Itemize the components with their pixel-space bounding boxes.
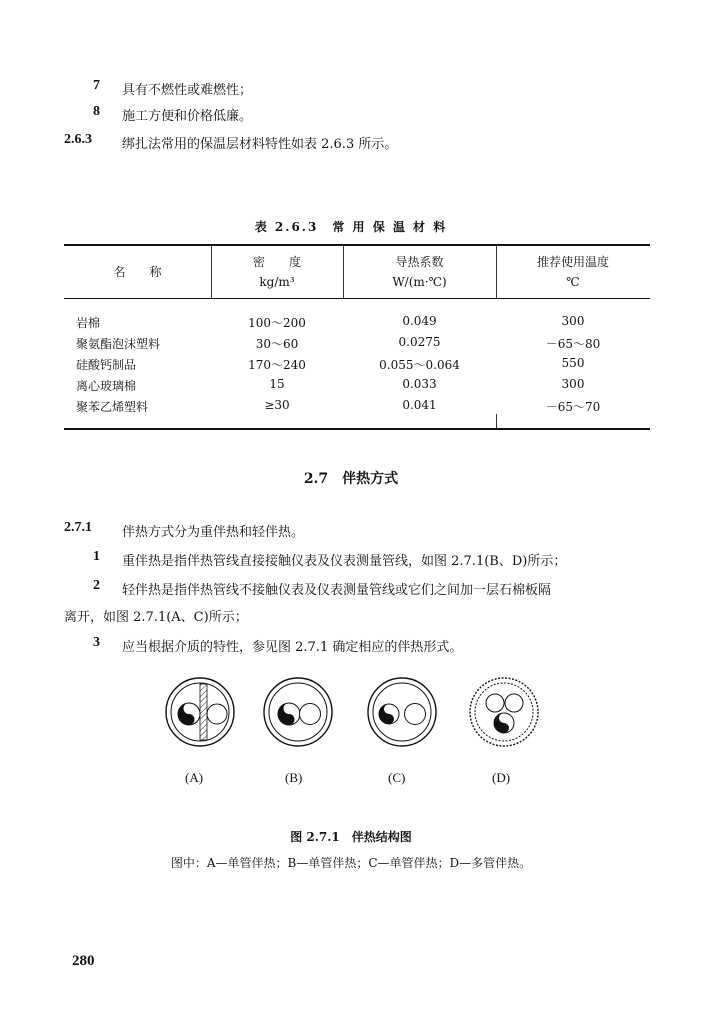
clause-2-7-1-number: 2.7.1 <box>64 520 92 535</box>
row-temperature: 300 <box>561 377 585 391</box>
tracing-diagram-a <box>164 676 236 748</box>
item-7-text: 具有不燃性或难燃性； <box>122 83 253 98</box>
row-temperature: 550 <box>561 356 585 370</box>
row-conductivity: 0.033 <box>402 377 437 391</box>
row-density: 15 <box>269 377 285 391</box>
row-name: 聚苯乙烯塑料 <box>76 400 149 414</box>
table-bottom-rule <box>64 428 650 430</box>
table-header-rule <box>64 298 650 299</box>
tracing-diagram-c <box>366 676 438 748</box>
clause-2-6-3-number: 2.6.3 <box>64 132 92 147</box>
figure-legend: 图中：A—单管伴热；B—单管伴热；C—单管伴热；D—多管伴热。 <box>170 856 532 870</box>
item-2-text-continued: 离开，如图 2.7.1(A、C)所示； <box>64 610 248 625</box>
item-8-number: 8 <box>93 104 100 119</box>
table-divider <box>496 414 497 428</box>
clause-2-7-1-text: 伴热方式分为重伴热和轻伴热。 <box>122 525 305 540</box>
row-temperature: －65～70 <box>545 400 601 414</box>
row-name: 聚氨酯泡沫塑料 <box>76 337 161 351</box>
item-3-number: 3 <box>93 635 100 650</box>
item-2-text: 轻伴热是指伴热管线不接触仪表及仪表测量管线或它们之间加一层石棉板隔 <box>122 583 552 598</box>
header-conductivity: 导热系数 <box>395 255 444 269</box>
row-conductivity: 0.055～0.064 <box>379 358 460 372</box>
clause-2-6-3-text: 绑扎法常用的保温层材料特性如表 2.6.3 所示。 <box>122 137 398 152</box>
header-density-unit: kg/m³ <box>259 275 295 289</box>
table-title: 表 2.6.3 常 用 保 温 材 料 <box>254 220 448 234</box>
figure-label-d: (D) <box>492 770 511 785</box>
header-temperature: 推荐使用温度 <box>536 255 609 269</box>
row-temperature: 300 <box>561 314 585 328</box>
figure-caption: 图 2.7.1 伴热结构图 <box>290 830 412 844</box>
figure-label-b: (B) <box>285 770 303 785</box>
page-number: 280 <box>72 953 95 969</box>
header-temperature-unit: ℃ <box>566 275 580 289</box>
header-conductivity-unit: W/(m·℃) <box>392 275 447 289</box>
item-2-number: 2 <box>93 578 100 593</box>
row-conductivity: 0.049 <box>402 314 437 328</box>
row-name: 硅酸钙制品 <box>76 358 137 372</box>
item-1-text: 重伴热是指伴热管线直接接触仪表及仪表测量管线，如图 2.7.1(B、D)所示； <box>122 554 567 569</box>
row-density: 170～240 <box>248 358 306 372</box>
row-density: ≥30 <box>264 398 290 412</box>
row-conductivity: 0.0275 <box>398 335 441 349</box>
section-title: 2.7 伴热方式 <box>303 471 399 487</box>
item-7-number: 7 <box>93 78 100 93</box>
header-density: 密 度 <box>252 255 301 269</box>
header-name: 名 称 <box>113 265 162 279</box>
row-density: 100～200 <box>248 316 306 330</box>
row-density: 30～60 <box>255 337 299 351</box>
table-top-rule <box>64 244 650 246</box>
row-conductivity: 0.041 <box>402 398 437 412</box>
row-name: 离心玻璃棉 <box>76 379 137 393</box>
item-8-text: 施工方便和价格低廉。 <box>122 109 253 124</box>
figure-label-c: (C) <box>388 770 406 785</box>
item-1-number: 1 <box>93 549 100 564</box>
item-3-text: 应当根据介质的特性，参见图 2.7.1 确定相应的伴热形式。 <box>122 640 463 655</box>
figure-label-a: (A) <box>185 770 204 785</box>
row-temperature: －65～80 <box>545 337 601 351</box>
row-name: 岩棉 <box>76 316 101 330</box>
tracing-diagram-d <box>468 676 540 748</box>
tracing-diagram-b <box>262 676 334 748</box>
